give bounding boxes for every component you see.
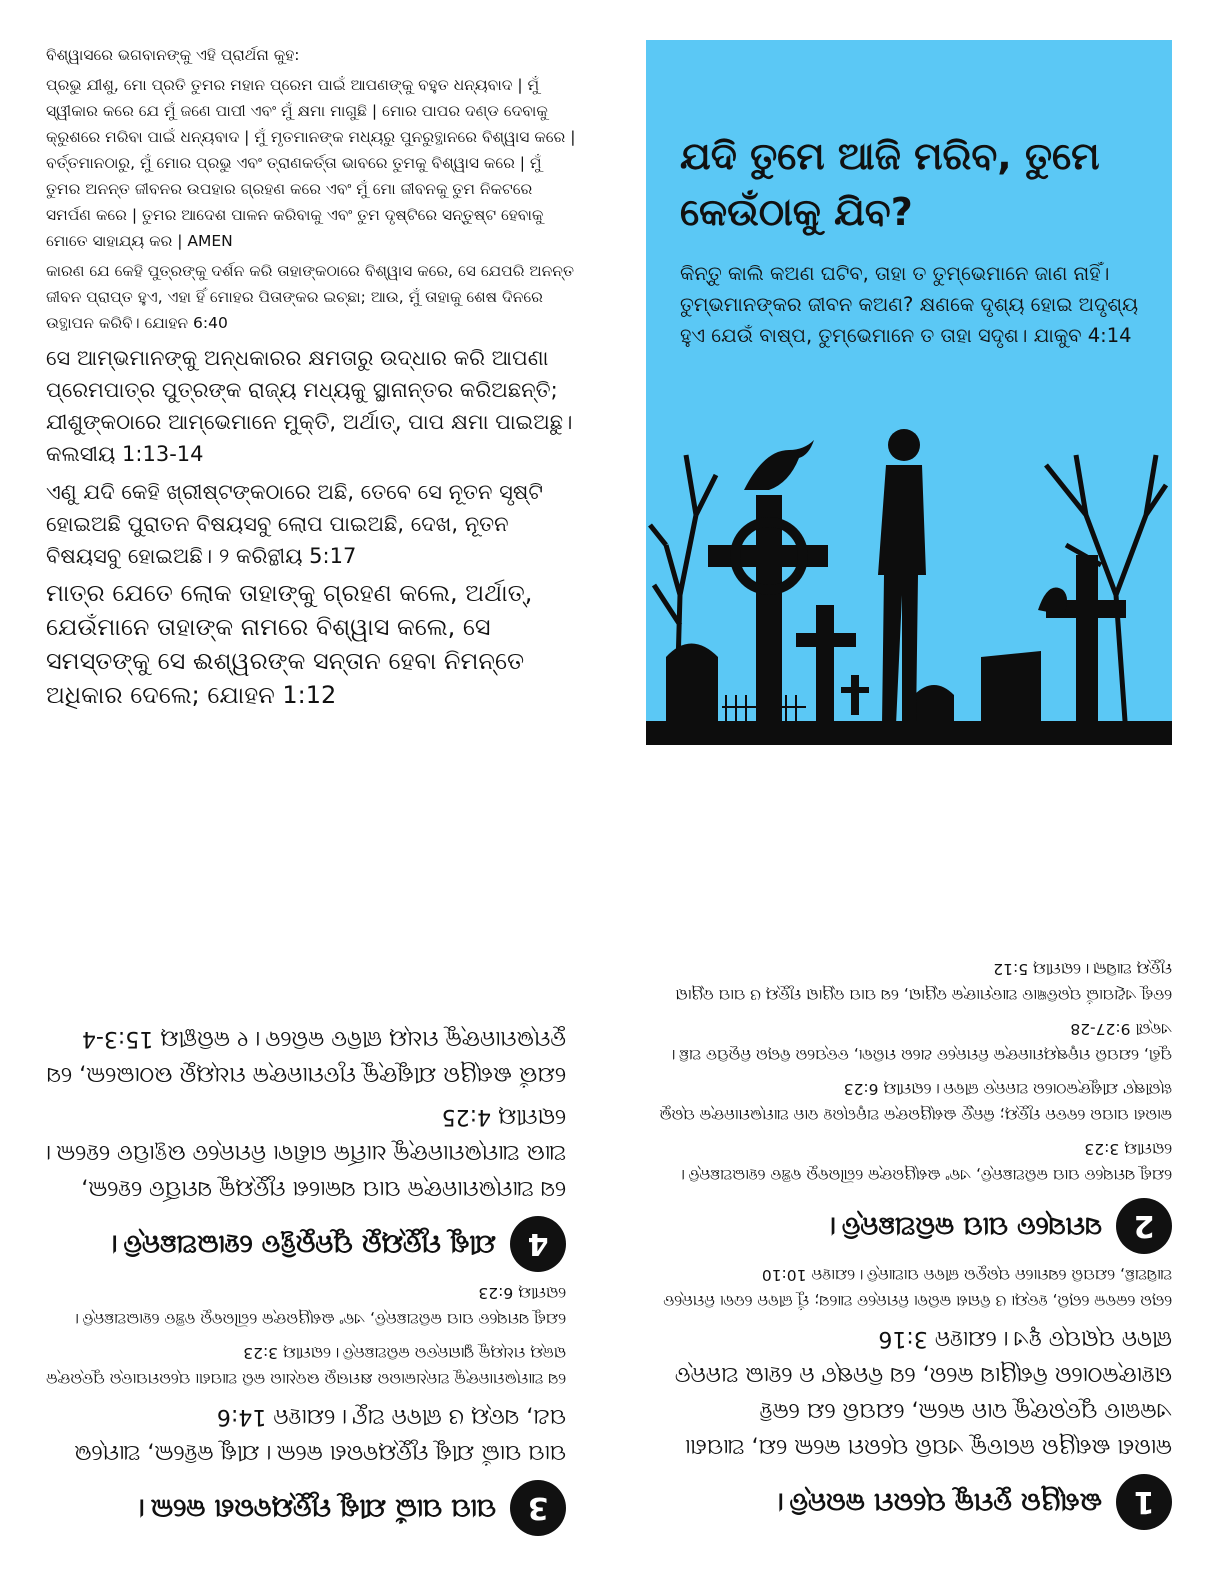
step-1-badge: 1 xyxy=(1116,1474,1172,1530)
verse-colossians: ସେ ଆମ୍ଭମାନଙ୍କୁ ଅନ୍ଧକାରର କ୍ଷମତାରୁ ଉଦ୍ଧାର କରି ଆପଣା ପ୍ରେମପାତ୍ର ପୁତ୍ରଙ୍କ ରାଜ୍ୟ ମଧ୍ୟକୁ ସ୍ଥାନାନ୍ତର କରିଅଛନ୍ତି; ଯୀଶୁଙ୍କଠାରେ ଆମ୍ଭେମାନେ ମୁକ୍ତି, ଅର୍ଥାତ୍, ପାପ କ୍ଷମା ପାଇଅଛୁ। କଲସୀୟ 1:13-14 xyxy=(46,346,573,466)
step-2-header xyxy=(646,1198,1172,1254)
step-2-badge: 2 xyxy=(1116,1198,1172,1254)
step-2-verse-2: କାରଣ ପାପର ବେତନ ମୃତ୍ୟୁ; କିନ୍ତୁ ଈଶ୍ୱରଙ୍କ ଅନୁଗ୍ରହ ଦାନ ଆମ୍ଭମାନଙ୍କ ପ୍ରଭୁ ଖ୍ରୀଷ୍ଟ ଯୀଶୁଙ୍କଠାରେ ଅନନ୍ତ ଜୀବନ। ରୋମୀୟ 6:23 xyxy=(659,1080,1172,1124)
step-4-header xyxy=(46,1216,566,1272)
step-2-title: ସମସ୍ତେ ପାପ କରିଅଛନ୍ତି। xyxy=(830,1211,1102,1241)
step-1-title: ଈଶ୍ୱର ତୁମକୁ ପ୍ରେମ କରନ୍ତି। xyxy=(777,1487,1102,1517)
poster-verse: କିନ୍ତୁ କାଲି କଅଣ ଘଟିବ, ତାହା ତ ତୁମ୍ଭେମାନେ ଜାଣ ନାହିଁ। ତୁମ୍ଭମାନଙ୍କର ଜୀବନ କଅଣ? କ୍ଷଣକେ ଦୃଶ୍ୟ ହୋଇ ଅଦୃଶ୍ୟ ହୁଏ ଯେଉଁ ବାଷ୍ପ, ତୁମ୍ଭେମାନେ ତ ତାହା ସଦୃଶ। ଯାକୁବ 4:14 xyxy=(680,262,1139,347)
poster-title: ଯଦି ତୁମେ ଆଜି ମରିବ, ତୁମେ କେଉଁଠାକୁ ଯିବ? xyxy=(680,134,1100,234)
verse-john-6-40: କାରଣ ଯେ କେହି ପୁତ୍ରଙ୍କୁ ଦର୍ଶନ କରି ତାହାଙ୍କଠାରେ ବିଶ୍ୱାସ କରେ, ସେ ଯେପରି ଅନନ୍ତ ଜୀବନ ପ୍ରାପ୍ତ ହୁଏ, ଏହା ହିଁ ମୋହର ପିତାଙ୍କର ଇଚ୍ଛା; ଆଉ, ମୁଁ ତାହାକୁ ଶେଷ ଦିନରେ ଉତ୍ଥାପନ କରିବି। ଯୋହନ 6:40 xyxy=(46,262,575,332)
step-4-verse-1: ସେ ଆମ୍ଭମାନଙ୍କ ପାପ ସକାଶେ ମୃତ୍ୟୁକୁ ସମର୍ପିତ ହେଲେ, ଆଉ ଆମ୍ଭମାନଙ୍କୁ ଧାର୍ମିକ ଗଣିବା ନିମନ୍ତେ ଉତ୍ଥାପିତ ହେଲେ। ରୋମୀୟ 4:25 xyxy=(46,1104,566,1201)
step-2-verse-3: ପୁଣି, ଯେପରି ମନୁଷ୍ୟମାନଙ୍କ ନିମନ୍ତେ ଥରେ ମରିବା, ତତ୍ପରେ ବିଚାର ନିରୂପିତ ଅଛି। ଏବ୍ରୀ 9:27-28 xyxy=(671,1020,1172,1064)
verse-2-corinthians: ଏଣୁ ଯଦି କେହି ଖ୍ରୀଷ୍ଟଙ୍କଠାରେ ଅଛି, ତେବେ ସେ ନୂତନ ସୃଷ୍ଟି ହୋଇଅଛି ପୁରାତନ ବିଷୟସବୁ ଲୋପ ପାଇଅଛି, ଦେଖ, ନୂତନ ବିଷୟସବୁ ହୋଇଅଛି। ୨ କରିନ୍ଥୀୟ 5:17 xyxy=(46,480,543,568)
step-4-badge: 4 xyxy=(510,1216,566,1272)
step-3-body: ପାପ ପାଇଁ ଯୀଶୁ ମୃତ୍ୟୁବରଣ କଲେ। ଯୀଶୁ କହିଲେ, ଆମ୍ଭେ ପଥ, ସତ୍ୟ ଓ ଜୀବନ ଅଟୁ। ଯୋହନ 14:6 xyxy=(74,1404,566,1465)
tract-panel-left xyxy=(46,812,566,1542)
step-3-verse-1: ସେ ଆମ୍ଭମାନଙ୍କୁ ଅନ୍ଧକାରର କ୍ଷମତାରୁ ଉଦ୍ଧାର କରି ଆପଣା ପ୍ରେମପାତ୍ର ପୁତ୍ରଙ୍କ ରାଜ୍ୟ ମଧ୍ୟକୁ ସ୍ଥାନାନ୍ତର କରିଅଛନ୍ତି। ରୋମୀୟ 3:23 xyxy=(46,1344,566,1388)
step-3-verse-2: ଯେଣୁ ସମସ୍ତେ ପାପ କରିଅଛନ୍ତି, ଏବଂ ଈଶ୍ୱରଙ୍କ ଗୌରବରୁ ବଞ୍ଚିତ ହୋଇଅଛନ୍ତି। ରୋମୀୟ 6:23 xyxy=(75,1284,566,1328)
step-1-header xyxy=(646,1474,1172,1530)
step-3-header xyxy=(46,1480,566,1536)
top-left-column xyxy=(46,42,576,712)
step-4-verse-2: ଯେଉଁ ଈଶ୍ୱର ଯୀଶୁଙ୍କୁ ମୃତମାନଙ୍କ ମଧ୍ୟରୁ ଉଠାଇଲେ, ସେ ତୁମ୍ଭମାନଙ୍କୁ ମଧ୍ୟ ଜୀବିତ କରିବେ। ୧ କରିନ୍ଥୀୟ 15:3-4 xyxy=(46,1026,566,1087)
prayer-text: ପ୍ରଭୁ ଯୀଶୁ, ମୋ ପ୍ରତି ତୁମର ମହାନ ପ୍ରେମ ପାଇଁ ଆପଣଙ୍କୁ ବହୁତ ଧନ୍ୟବାଦ | ମୁଁ ସ୍ୱୀକାର କରେ ଯେ ମୁଁ ଜଣେ ପାପୀ ଏବଂ ମୁଁ କ୍ଷମା ମାଗୁଛି | ମୋର ପାପର ଦଣ୍ଡ ଦେବାକୁ କ୍ରୁଶରେ ମରିବା ପାଇଁ ଧନ୍ୟବାଦ | ମୁଁ ମୃତମାନଙ୍କ ମଧ୍ୟରୁ ପୁନରୁତ୍ଥାନରେ ବିଶ୍ୱାସ କରେ | ବର୍ତ୍ତମାନଠାରୁ, ମୁଁ ମୋର ପ୍ରଭୁ ଏବଂ ତ୍ରାଣକର୍ତ୍ତା ଭାବରେ ତୁମକୁ ବିଶ୍ୱାସ କରେ | ମୁଁ ତୁମର ଅନନ୍ତ ଜୀବନର ଉପହାର ଗ୍ରହଣ କରେ ଏବଂ ମୁଁ ମୋ ଜୀବନକୁ ତୁମ ନିକଟରେ ସମର୍ପଣ କରେ | ତୁମର ଆଦେଶ ପାଳନ କରିବାକୁ ଏବଂ ତୁମ ଦୃଷ୍ଟିରେ ସନ୍ତୁଷ୍ଟ ହେବାକୁ ମୋତେ ସାହାଯ୍ୟ କର | AMEN xyxy=(46,76,576,250)
tract-panel-right xyxy=(646,856,1172,1536)
step-2-verse-4: ତେଣୁ ଏଥିପାଇଁ ପ୍ରତିଜ୍ଞାତ ଆତ୍ମାଙ୍କ ଦ୍ୱାରା, ସେ ପାପ ଦ୍ୱାରା ମୃତ୍ୟୁ ଓ ପାପ ଦ୍ୱାରା ମୃତ୍ୟୁ ଆସିଲା। ରୋମୀୟ 5:12 xyxy=(675,960,1172,1004)
step-3-badge: 3 xyxy=(510,1480,566,1536)
step-1-body: କାରଣ ଈଶ୍ୱର ଜଗତକୁ ଏପରି ପ୍ରେମ କଲେ ଯେ, ଆପଣା ଏକଜାତ ପୁତ୍ରଙ୍କୁ ଦାନ କଲେ, ଯେପରି ଯେ କେହି ତାହାଙ୍କଠାରେ ବିଶ୍ୱାସ କରେ, ସେ ବିନଷ୍ଟ ନ ହୋଇ ଅନନ୍ତ ଜୀବନ ପ୍ରାପ୍ତ ହୁଏ। ଯୋହନ 3:16 xyxy=(674,1326,1172,1459)
graveyard-silhouette-illustration xyxy=(646,395,1172,745)
poster xyxy=(646,40,1172,745)
step-1-verse: ଚୋର କେବଳ ଚୋରି, ହତ୍ୟା ଓ ବିନାଶ କରିବା ନିମନ୍ତେ ଆସେ; ମୁଁ ଜୀବନ ଦେବା ନିମନ୍ତେ ଆସିଅଛି, ଯେପରି ସେମାନେ ପ୍ରଚୁର ଜୀବନ ପାଆନ୍ତି। ଯୋହନ 10:10 xyxy=(663,1266,1172,1310)
step-4-title: ଯୀଶୁ ମୃତ୍ୟୁରୁ ପୁନରୁତ୍ଥିତ ହୋଇଅଛନ୍ତି। xyxy=(111,1229,496,1259)
step-3-title: ପାପ ପାଇଁ ଯୀଶୁ ମୃତ୍ୟୁବରଣ କଲେ। xyxy=(138,1493,496,1523)
verse-john-1-12: ମାତ୍ର ଯେତେ ଲୋକ ତାହାଙ୍କୁ ଗ୍ରହଣ କଲେ, ଅର୍ଥାତ୍, ଯେଉଁମାନେ ତାହାଙ୍କ ନାମରେ ବିଶ୍ୱାସ କଲେ, ସେ ସମସ୍ତଙ୍କୁ ସେ ଈଶ୍ୱରଙ୍କ ସନ୍ତାନ ହେବା ନିମନ୍ତେ ଅଧିକାର ଦେଲେ; ଯୋହନ 1:12 xyxy=(46,579,533,709)
prayer-intro: ବିଶ୍ୱାସରେ ଭଗବାନଙ୍କୁ ଏହି ପ୍ରାର୍ଥନା କୁହ: xyxy=(46,46,300,64)
step-2-verse-1: ଯେଣୁ ସମସ୍ତେ ପାପ କରିଅଛନ୍ତି, ଏବଂ ଈଶ୍ୱରଙ୍କ ଗୌରବରୁ ବଞ୍ଚିତ ହୋଇଅଛନ୍ତି। ରୋମୀୟ 3:23 xyxy=(681,1140,1172,1184)
